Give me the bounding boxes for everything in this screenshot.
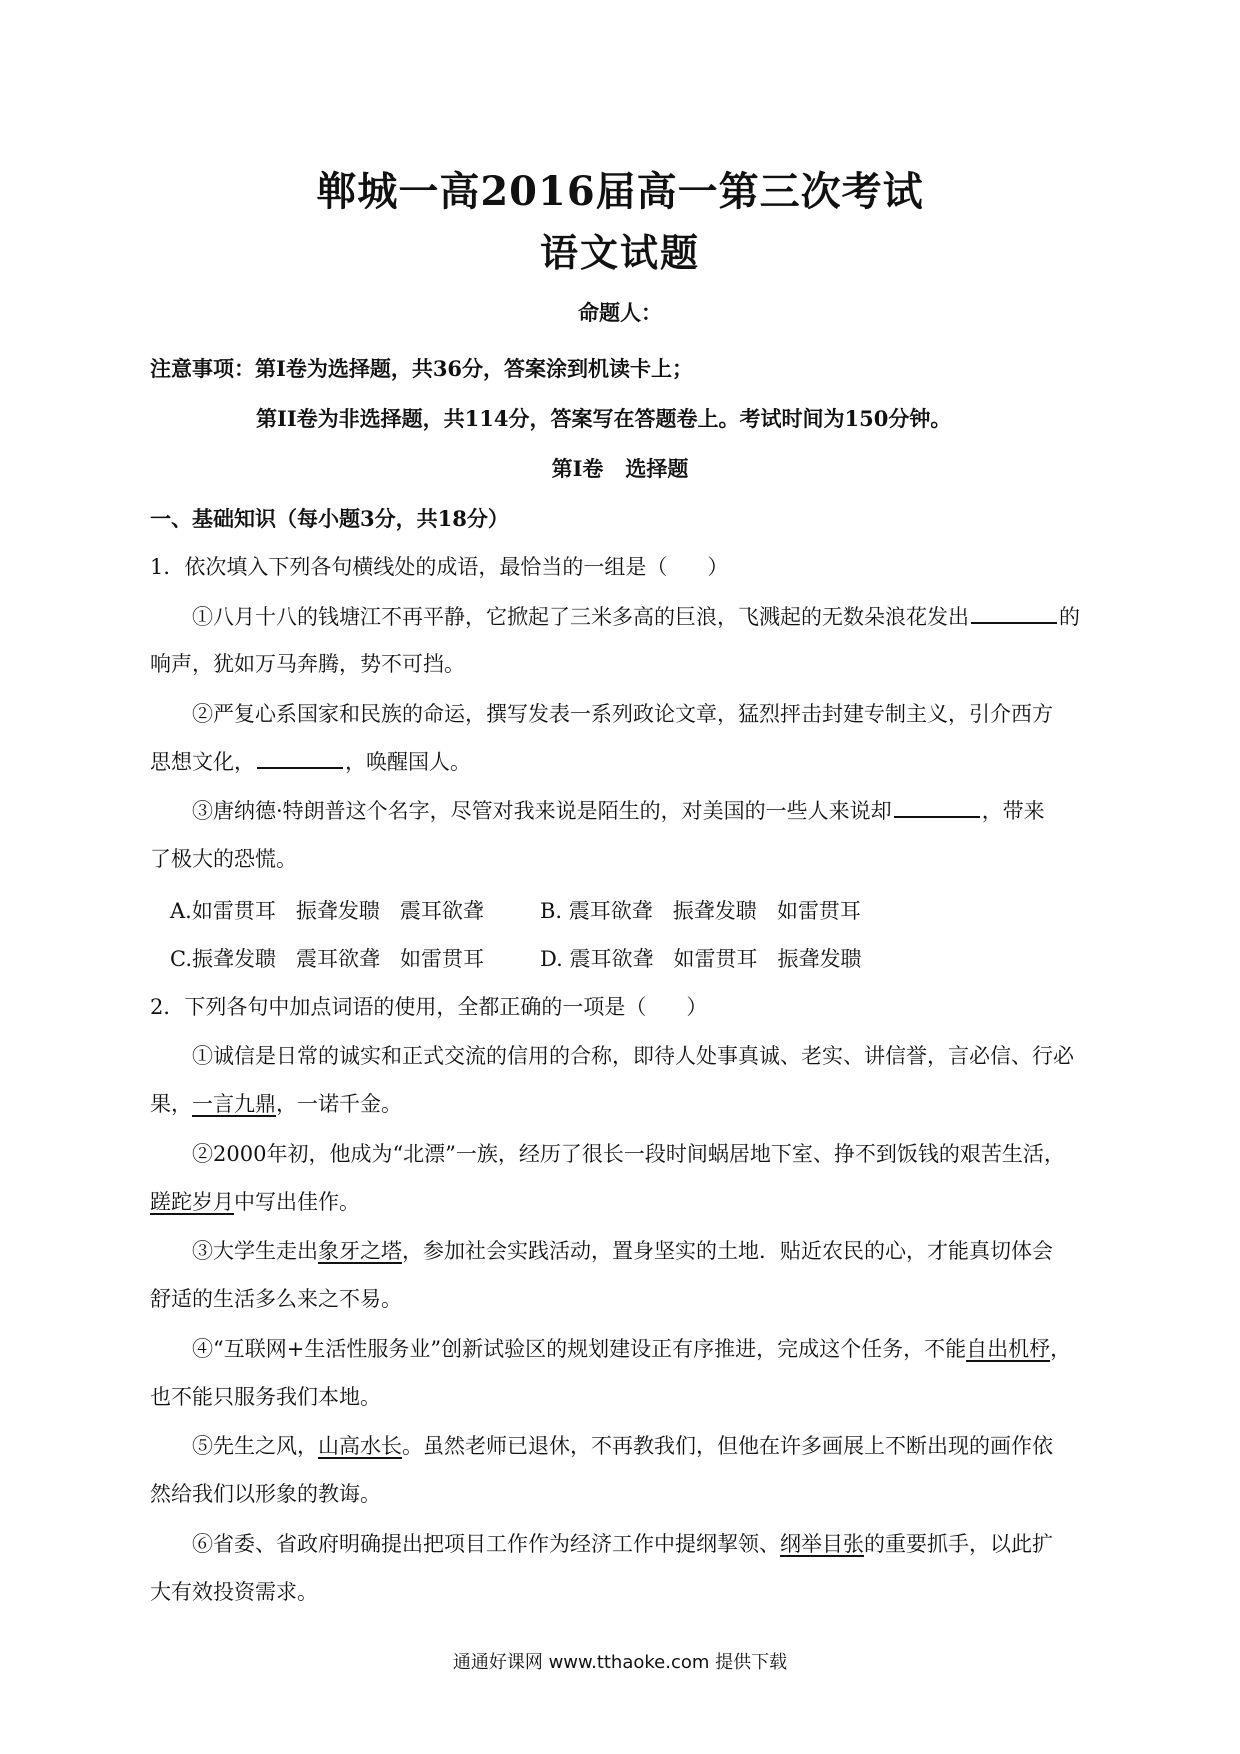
underlined-term: 蹉跎岁月 bbox=[150, 1190, 234, 1214]
q1-option-d: D. 震耳欲聋 如雷贯耳 振聋发聩 bbox=[540, 947, 862, 971]
underlined-term: 山高水长 bbox=[318, 1434, 402, 1458]
q2-sentence-5-head: ⑤先生之风， bbox=[192, 1434, 318, 1458]
notice-line-2: 第II卷为非选择题，共114分，答案写在答题卷上。考试时间为150分钟。 bbox=[256, 406, 952, 431]
q2-sentence-5-line-1 bbox=[192, 1432, 1053, 1460]
q2-sentence-5-tail: 。虽然老师已退休，不再教我们，但他在许多画展上不断出现的画作依 bbox=[402, 1434, 1053, 1458]
author-label: 命题人： bbox=[578, 300, 662, 325]
q1-sentence-2-line-1: ②严复心系国家和民族的命运，撰写发表一系列政论文章，猛烈抨击封建专制主义，引介西方 bbox=[192, 702, 1053, 726]
q1-sentence-1-line-1 bbox=[192, 603, 1092, 631]
q2-sentence-2-line-2 bbox=[150, 1188, 360, 1216]
q2-sentence-6-tail: 的重要抓手，以此扩 bbox=[864, 1532, 1053, 1556]
exam-subtitle: 语文试题 bbox=[539, 230, 700, 275]
q1-option-a: A.如雷贯耳 振聋发聩 震耳欲聋 bbox=[170, 899, 484, 923]
q2-sentence-4-head: ④“互联网+生活性服务业”创新试验区的规划建设正有序推进，完成这个任务，不能 bbox=[192, 1337, 967, 1361]
q2-sentence-5-line-2: 然给我们以形象的教诲。 bbox=[150, 1482, 381, 1506]
footer-download-note: 通通好课网 www.tthaoke.com 提供下载 bbox=[452, 1652, 788, 1673]
underlined-term: 自出机杼 bbox=[966, 1337, 1051, 1361]
q1-sentence-3-line-1 bbox=[192, 797, 1045, 825]
underlined-term: 象牙之塔 bbox=[318, 1239, 402, 1263]
q1-sentence-2-tail: ，唤醒国人。 bbox=[345, 750, 471, 774]
q2-sentence-4-line-1 bbox=[192, 1335, 1071, 1363]
underlined-term: 一言九鼎 bbox=[192, 1092, 276, 1116]
q1-sentence-2-line-2 bbox=[150, 748, 471, 776]
q1-sentence-1-line-2: 响声，犹如万马奔腾，势不可挡。 bbox=[150, 652, 465, 676]
volume-title: 第I卷 选择题 bbox=[551, 456, 689, 481]
section-heading: 一、基础知识（每小题3分，共18分） bbox=[150, 506, 509, 531]
q2-sentence-3-tail: ，参加社会实践活动，置身坚实的土地．贴近农民的心，才能真切体会 bbox=[402, 1239, 1053, 1263]
q2-sentence-6-line-2: 大有效投资需求。 bbox=[150, 1580, 318, 1604]
q2-sentence-1-line-2 bbox=[150, 1090, 402, 1118]
notice-line-1: 注意事项：第I卷为选择题，共36分，答案涂到机读卡上； bbox=[150, 356, 694, 381]
answer-blank bbox=[971, 604, 1057, 624]
q1-option-c: C.振聋发聩 震耳欲聋 如雷贯耳 bbox=[170, 947, 485, 971]
answer-blank bbox=[257, 749, 343, 769]
q2-sentence-4-tail: ， bbox=[1050, 1337, 1072, 1361]
question-1-stem: 1．依次填入下列各句横线处的成语，最恰当的一组是（ ） bbox=[150, 555, 729, 579]
underlined-term: 纲举目张 bbox=[780, 1532, 864, 1556]
q2-sentence-6-line-1 bbox=[192, 1530, 1053, 1558]
q1-sentence-3-line-2: 了极大的恐慌。 bbox=[150, 847, 297, 871]
answer-blank bbox=[894, 798, 980, 818]
q1-option-b: B. 震耳欲聋 振聋发聩 如雷贯耳 bbox=[540, 899, 861, 923]
q2-sentence-1-line-1: ①诚信是日常的诚实和正式交流的信用的合称，即待人处事真诚、老实、讲信誉，言必信、行必 bbox=[192, 1044, 1074, 1068]
q1-sentence-3-tail: ，带来 bbox=[981, 799, 1045, 823]
q1-sentence-1-text: ①八月十八的钱塘江不再平静，它掀起了三米多高的巨浪，飞溅起的无数朵浪花发出 bbox=[192, 605, 969, 629]
q2-sentence-2-tail: 中写出佳作。 bbox=[234, 1190, 360, 1214]
question-2-stem: 2．下列各句中加点词语的使用，全都正确的一项是（ ） bbox=[150, 995, 708, 1019]
q2-sentence-6-head: ⑥省委、省政府明确提出把项目工作作为经济工作中提纲挈领、 bbox=[192, 1532, 780, 1556]
exam-title: 郸城一高2016届高一第三次考试 bbox=[316, 168, 924, 215]
q2-sentence-1-tail: ，一诺千金。 bbox=[276, 1092, 402, 1116]
q2-sentence-3-head: ③大学生走出 bbox=[192, 1239, 318, 1263]
q1-sentence-2-head: 思想文化， bbox=[150, 750, 255, 774]
q1-sentence-1-tail: 的 bbox=[1059, 605, 1080, 629]
q2-sentence-1-head: 果， bbox=[150, 1092, 192, 1116]
q2-sentence-3-line-2: 舒适的生活多么来之不易。 bbox=[150, 1287, 402, 1311]
q2-sentence-2-line-1: ②2000年初，他成为“北漂”一族，经历了很长一段时间蜗居地下室、挣不到饭钱的艰苦生活， bbox=[192, 1142, 1065, 1166]
q2-sentence-4-line-2: 也不能只服务我们本地。 bbox=[150, 1385, 381, 1409]
q2-sentence-3-line-1 bbox=[192, 1237, 1053, 1265]
q1-sentence-3-text: ③唐纳德·特朗普这个名字，尽管对我来说是陌生的，对美国的一些人来说却 bbox=[192, 799, 892, 823]
